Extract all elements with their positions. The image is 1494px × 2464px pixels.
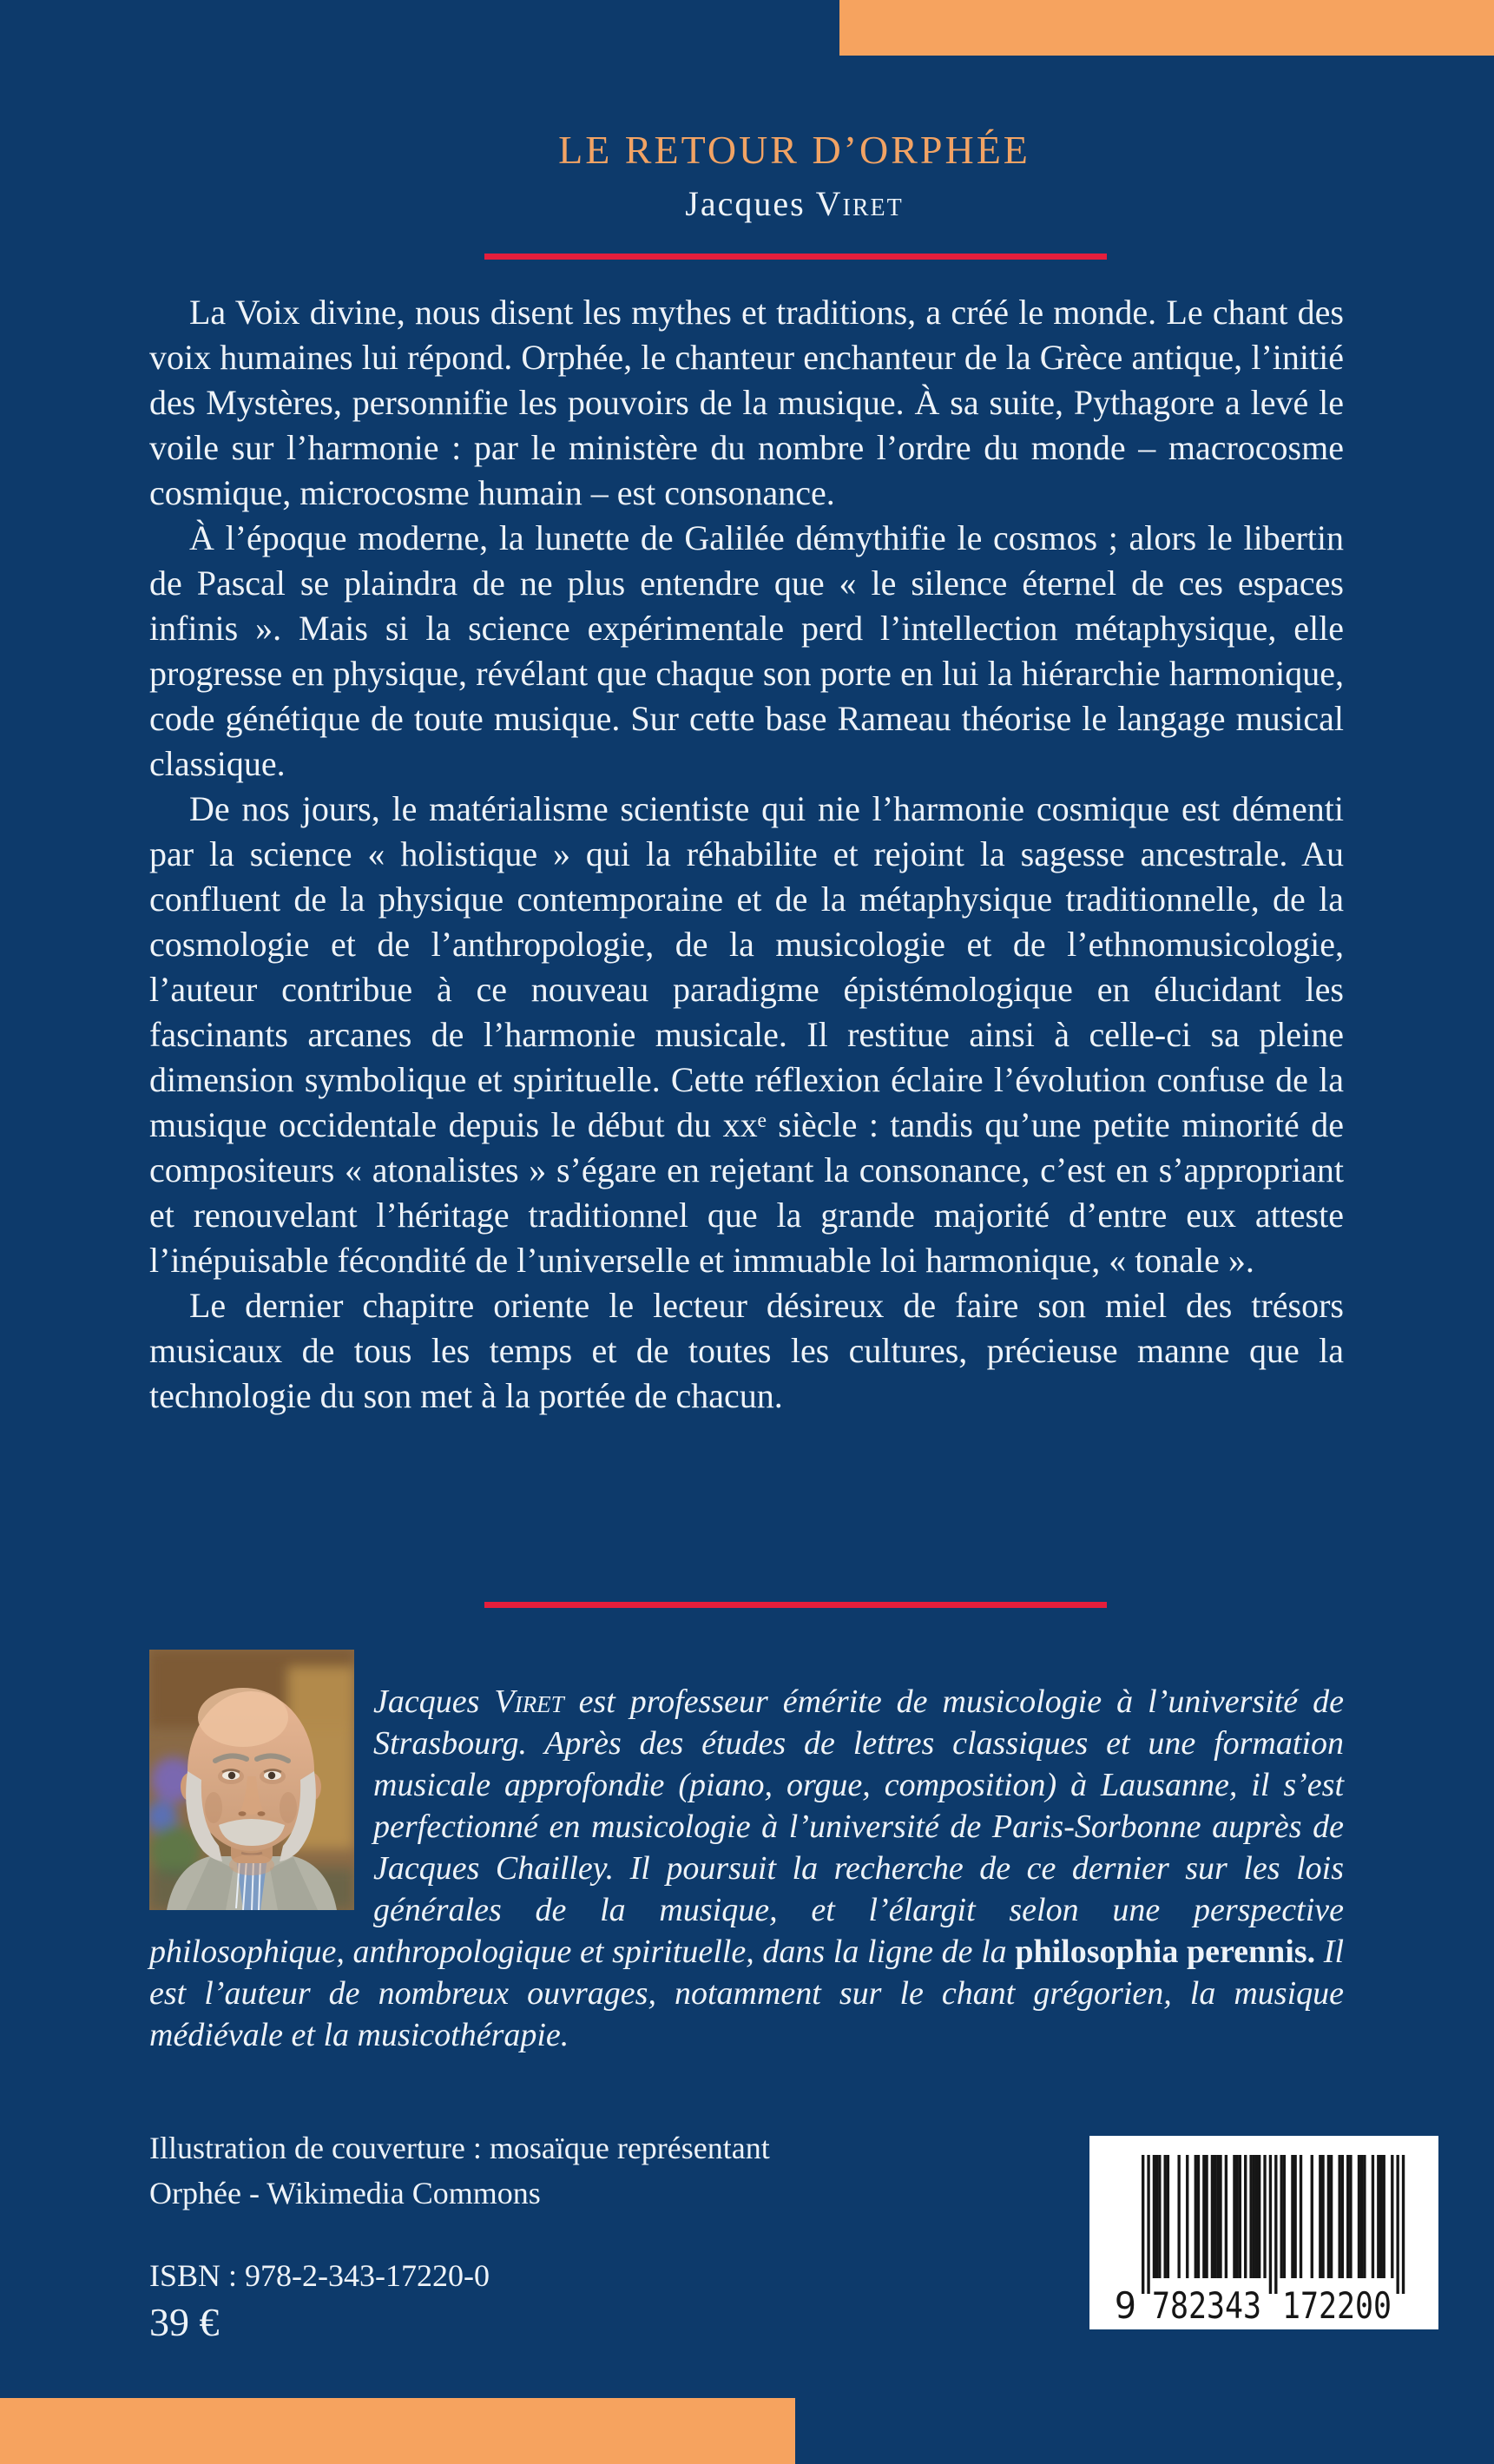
header [269, 128, 1320, 224]
bio-author-first-name: Jacques [373, 1683, 495, 1720]
bio-text-end: Il est l’auteur de nombreux ouvrages, notamment sur le chant grégorien, la musique médiévale et la musicothérapie. [149, 1934, 1345, 2053]
bio-bold-phrase: philosophia perennis. [1015, 1934, 1316, 1970]
barcode-digits-group2: 172200 [1282, 2284, 1392, 2327]
price-text: 39 € [149, 2300, 220, 2344]
blurb-paragraph-2: À l’époque moderne, la lunette de Galilée démythifie le cosmos ; alors le libertin de Pascal se plaindra de ne plus entendre que « le silence éternel de ces espaces infinis ». Mais si la science expérimentale perd l’intellection métaphysique, elle progresse en physique, révélant que chaque son porte en lui la hiérarchie harmonique, code génétique de toute musique. Sur cette base Rameau théorise le langage musical classique. [149, 518, 1344, 783]
cover-illustration-credit [149, 2125, 770, 2216]
ean13-barcode [1089, 2136, 1438, 2329]
credit-line-1: Illustration de couverture : mosaïque représentant [149, 2131, 770, 2165]
blurb-paragraph-1: La Voix divine, nous disent les mythes et traditions, a créé le monde. Le chant des voix humaines lui répond. Orphée, le chanteur enchanteur de la Grèce antique, l’initié des Mystères, personnifie les pouvoirs de la musique. À sa suite, Pythagore a levé le voile sur l’harmonie : par le ministère du nombre l’ordre du monde – macrocosme cosmique, microcosme humain – est consonance. [149, 293, 1344, 512]
barcode [1089, 2136, 1438, 2329]
blurb-paragraph-4: Le dernier chapitre oriente le lecteur désireux de faire son miel des trésors musicaux de tous les temps et de toutes les cultures, précieuse manne que la technologie du son met à la portée de chacun. [149, 1286, 1344, 1415]
book-title: LE RETOUR D’ORPHÉE [558, 128, 1030, 172]
bio-author-last-name: Viret [494, 1683, 564, 1720]
bottom-orange-band [0, 2398, 795, 2464]
barcode-digit-left: 9 [1114, 2284, 1136, 2327]
blurb-paragraph-3: De nos jours, le matérialisme scientiste qui nie l’harmonie cosmique est démenti par la science « holistique » qui la réhabilite et rejoint la sagesse ancestrale. Au confluent de la physique contemporaine et de la métaphysique traditionnelle, de la cosmologie et de l’anthropologie, de la musicologie et de l’ethnomusicologie, l’auteur contribue à ce nouveau paradigme épistémologique en élucidant les fascinants arcanes de l’harmonie musicale. Il restitue ainsi à celle-ci sa pleine dimension symbolique et spirituelle. Cette réflexion éclaire l’évolution confuse de la musique occidentale depuis le début du xxᵉ siècle : tandis qu’une petite minorité de compositeurs « atonalistes » s’égare en rejetant la consonance, c’est en s’appropriant et renouvelant l’héritage traditionnel que la grande majorité d’entre eux atteste l’inépuisable fécondité de l’universelle et immuable loi harmonique, « tonale ». [149, 789, 1344, 1280]
barcode-digits-group1: 782343 [1152, 2284, 1261, 2327]
author-bio-section [149, 1646, 1344, 2056]
author-first-name: Jacques [685, 183, 816, 223]
author-byline [269, 183, 1320, 224]
credit-line-2: Orphée - Wikimedia Commons [149, 2176, 541, 2210]
bio-text-main: est professeur émérite de musicologie à l’université de Strasbourg. Après des études de lettres classiques et une formation musicale approfondie (piano, orgue, composition) à Lausanne, il s’est perfectionné en musicologie à l’université de Paris-Sorbonne auprès de Jacques Chailley. Il poursuit la recherche de ce dernier sur les lois générales de la musique, et l’élargit selon une perspective philosophique, anthropologique et spirituelle, dans la ligne de la [149, 1683, 1345, 1970]
author-last-name: Viret [815, 183, 904, 223]
author-portrait-illustration [149, 1650, 354, 1910]
isbn-text: ISBN : 978-2-343-17220-0 [149, 2258, 490, 2293]
red-divider-bottom [484, 1602, 1107, 1608]
author-photo [149, 1650, 354, 1910]
red-divider-top [484, 254, 1107, 260]
top-orange-band [839, 0, 1494, 56]
back-cover-blurb [149, 290, 1344, 1419]
